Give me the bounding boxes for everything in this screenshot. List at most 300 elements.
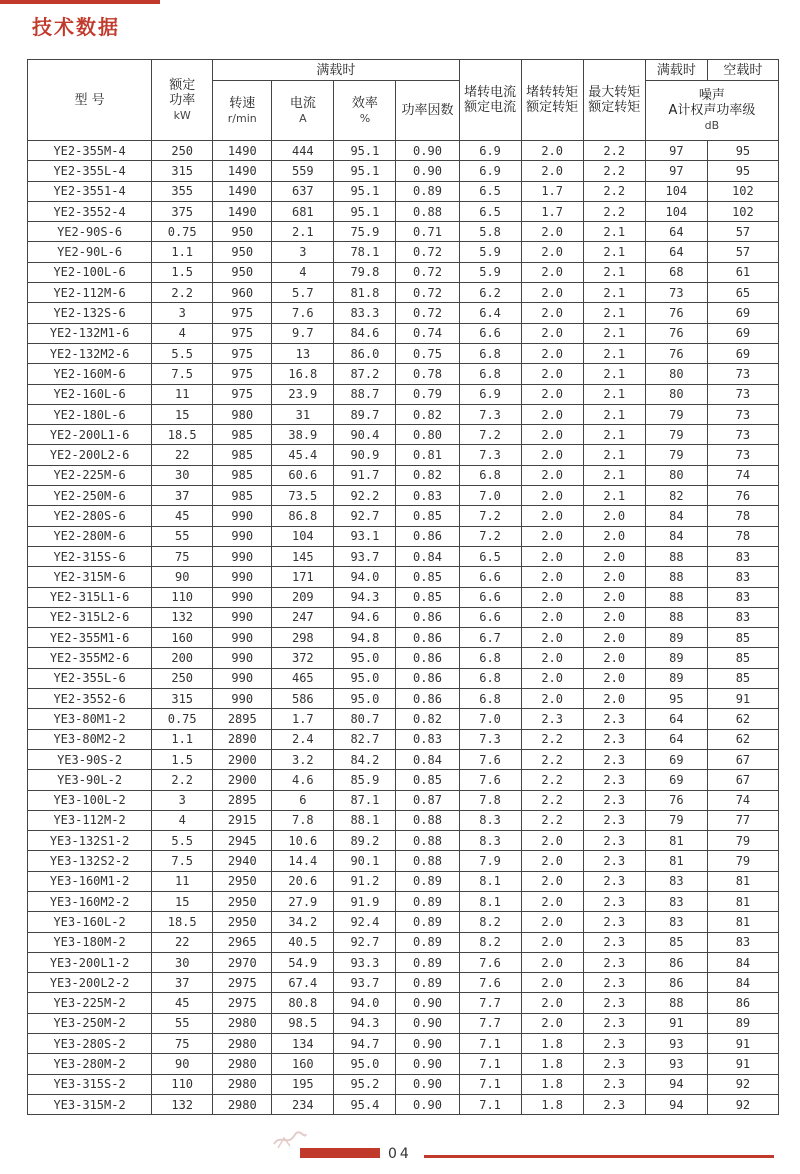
technical-data-table — [27, 59, 779, 1115]
table-cell: 78 — [707, 526, 778, 546]
table-cell: 5.5 — [152, 831, 213, 851]
table-cell: 2.0 — [521, 689, 583, 709]
table-cell: 2.0 — [521, 323, 583, 343]
table-cell: 8.1 — [459, 891, 521, 911]
table-cell: 2.1 — [583, 486, 645, 506]
table-cell: 5.7 — [272, 283, 334, 303]
table-cell: YE3-200L1-2 — [28, 952, 152, 972]
table-row — [28, 851, 779, 871]
table-row — [28, 262, 779, 282]
table-cell: 7.1 — [459, 1054, 521, 1074]
table-cell: 375 — [152, 201, 213, 221]
table-cell: 1490 — [213, 181, 272, 201]
table-cell: 93.1 — [334, 526, 396, 546]
table-cell: 83 — [707, 587, 778, 607]
table-cell: 0.79 — [396, 384, 459, 404]
table-cell: 13 — [272, 343, 334, 363]
table-cell: 2.0 — [521, 526, 583, 546]
table-cell: 2.0 — [521, 567, 583, 587]
table-cell: YE2-90L-6 — [28, 242, 152, 262]
table-cell: 54.9 — [272, 952, 334, 972]
table-cell: 34.2 — [272, 912, 334, 932]
table-cell: 93.3 — [334, 952, 396, 972]
table-row — [28, 384, 779, 404]
table-cell: 2980 — [213, 1074, 272, 1094]
table-cell: 93.7 — [334, 546, 396, 566]
table-cell: 2.3 — [583, 770, 645, 790]
table-cell: 75 — [152, 1034, 213, 1054]
table-cell: 92.4 — [334, 912, 396, 932]
table-cell: 2.3 — [583, 1094, 645, 1114]
table-cell: 5.9 — [459, 262, 521, 282]
table-cell: YE2-250M-6 — [28, 486, 152, 506]
table-cell: 2.3 — [583, 891, 645, 911]
table-cell: 1.7 — [272, 709, 334, 729]
table-cell: 1.1 — [152, 729, 213, 749]
table-cell: YE3-90S-2 — [28, 749, 152, 769]
table-cell: 94.8 — [334, 628, 396, 648]
table-cell: 78 — [707, 506, 778, 526]
table-cell: 0.88 — [396, 831, 459, 851]
table-cell: 10.6 — [272, 831, 334, 851]
table-cell: 0.90 — [396, 161, 459, 181]
table-cell: 2.3 — [583, 973, 645, 993]
table-cell: 2.0 — [521, 303, 583, 323]
table-cell: 2.0 — [583, 567, 645, 587]
table-row — [28, 242, 779, 262]
table-cell: 7.1 — [459, 1034, 521, 1054]
table-cell: 0.75 — [152, 222, 213, 242]
table-row — [28, 1054, 779, 1074]
table-cell: 2980 — [213, 1013, 272, 1033]
table-cell: 0.84 — [396, 749, 459, 769]
table-cell: YE2-315S-6 — [28, 546, 152, 566]
table-cell: 6.4 — [459, 303, 521, 323]
table-cell: 990 — [213, 668, 272, 688]
table-cell: 2.0 — [583, 526, 645, 546]
table-cell: 64 — [645, 729, 707, 749]
table-cell: 6.5 — [459, 201, 521, 221]
table-row — [28, 628, 779, 648]
table-cell: 81.8 — [334, 283, 396, 303]
table-body — [28, 141, 779, 1115]
table-cell: 2.2 — [521, 749, 583, 769]
header-efficiency: 效率 % — [334, 81, 396, 141]
table-cell: 0.72 — [396, 242, 459, 262]
table-cell: 30 — [152, 952, 213, 972]
table-cell: 7.6 — [459, 973, 521, 993]
table-cell: 2.0 — [521, 831, 583, 851]
table-cell: 4 — [152, 810, 213, 830]
table-cell: 2.0 — [521, 404, 583, 424]
table-cell: 985 — [213, 486, 272, 506]
table-cell: 2.0 — [583, 628, 645, 648]
table-cell: 2.0 — [521, 871, 583, 891]
table-cell: 0.87 — [396, 790, 459, 810]
table-cell: 2.1 — [583, 242, 645, 262]
table-cell: 2.3 — [583, 831, 645, 851]
table-cell: 950 — [213, 222, 272, 242]
table-cell: 2.1 — [583, 303, 645, 323]
table-cell: YE3-80M2-2 — [28, 729, 152, 749]
table-row — [28, 932, 779, 952]
table-cell: 102 — [707, 181, 778, 201]
table-cell: 1.8 — [521, 1094, 583, 1114]
table-cell: 6.7 — [459, 628, 521, 648]
header-locked-current: 堵转电流 额定电流 — [459, 60, 521, 141]
table-row — [28, 526, 779, 546]
table-cell: 76 — [645, 343, 707, 363]
table-cell: 975 — [213, 323, 272, 343]
table-cell: 2.4 — [272, 729, 334, 749]
table-row — [28, 567, 779, 587]
table-row — [28, 912, 779, 932]
table-cell: 45 — [152, 993, 213, 1013]
table-cell: 7.9 — [459, 851, 521, 871]
table-cell: 74 — [707, 465, 778, 485]
table-cell: 1.5 — [152, 749, 213, 769]
table-cell: 1.8 — [521, 1034, 583, 1054]
table-row — [28, 283, 779, 303]
table-cell: 80 — [645, 364, 707, 384]
table-cell: YE2-355L-4 — [28, 161, 152, 181]
table-cell: 444 — [272, 141, 334, 161]
table-cell: 8.3 — [459, 831, 521, 851]
table-cell: 95.1 — [334, 181, 396, 201]
table-cell: 77 — [707, 810, 778, 830]
table-cell: 2.2 — [583, 201, 645, 221]
table-cell: 2.2 — [152, 283, 213, 303]
table-cell: 94.0 — [334, 567, 396, 587]
table-cell: 91.9 — [334, 891, 396, 911]
table-cell: YE2-225M-6 — [28, 465, 152, 485]
table-cell: 92 — [707, 1074, 778, 1094]
table-cell: 88 — [645, 587, 707, 607]
table-cell: 0.89 — [396, 871, 459, 891]
table-cell: 110 — [152, 587, 213, 607]
table-cell: 1.7 — [521, 201, 583, 221]
table-cell: 79 — [645, 445, 707, 465]
table-cell: 0.81 — [396, 445, 459, 465]
header-power: 额定 功率 kW — [152, 60, 213, 141]
table-cell: 40.5 — [272, 932, 334, 952]
table-cell: 5.9 — [459, 242, 521, 262]
table-cell: 89.2 — [334, 831, 396, 851]
table-cell: 2.2 — [521, 729, 583, 749]
table-cell: 88 — [645, 567, 707, 587]
table-cell: 0.72 — [396, 262, 459, 282]
table-cell: 2.0 — [521, 993, 583, 1013]
table-cell: 0.86 — [396, 628, 459, 648]
table-cell: 990 — [213, 546, 272, 566]
table-cell: 0.83 — [396, 729, 459, 749]
table-cell: 89.7 — [334, 404, 396, 424]
table-cell: 91 — [707, 1034, 778, 1054]
table-cell: 6.9 — [459, 141, 521, 161]
table-cell: 85 — [707, 668, 778, 688]
table-cell: 7.1 — [459, 1094, 521, 1114]
table-cell: 79 — [707, 831, 778, 851]
table-cell: 0.89 — [396, 973, 459, 993]
table-cell: 94.0 — [334, 993, 396, 1013]
table-cell: 950 — [213, 242, 272, 262]
table-cell: 2.0 — [583, 506, 645, 526]
table-cell: 45.4 — [272, 445, 334, 465]
table-cell: 0.86 — [396, 607, 459, 627]
table-row — [28, 648, 779, 668]
table-cell: 7.2 — [459, 425, 521, 445]
table-cell: 37 — [152, 973, 213, 993]
table-cell: 250 — [152, 141, 213, 161]
table-row — [28, 729, 779, 749]
table-cell: 2.0 — [583, 546, 645, 566]
table-cell: YE2-280M-6 — [28, 526, 152, 546]
table-cell: 81 — [645, 831, 707, 851]
table-row — [28, 993, 779, 1013]
table-cell: 0.75 — [152, 709, 213, 729]
table-cell: 95 — [645, 689, 707, 709]
table-cell: 2.0 — [521, 607, 583, 627]
table-cell: 6.9 — [459, 384, 521, 404]
footer-rule — [300, 1155, 774, 1158]
table-cell: 2.3 — [583, 729, 645, 749]
table-cell: 89 — [645, 628, 707, 648]
table-cell: 990 — [213, 587, 272, 607]
table-cell: 132 — [152, 1094, 213, 1114]
table-cell: 95 — [707, 141, 778, 161]
table-cell: 73 — [707, 425, 778, 445]
table-cell: 2.0 — [521, 384, 583, 404]
table-cell: YE2-132M1-6 — [28, 323, 152, 343]
table-cell: 69 — [707, 303, 778, 323]
table-cell: YE3-160M1-2 — [28, 871, 152, 891]
table-row — [28, 749, 779, 769]
table-cell: 990 — [213, 628, 272, 648]
table-cell: 81 — [707, 871, 778, 891]
table-cell: 0.74 — [396, 323, 459, 343]
table-cell: 86 — [645, 952, 707, 972]
table-cell: 16.8 — [272, 364, 334, 384]
table-cell: 91.7 — [334, 465, 396, 485]
table-cell: 0.90 — [396, 1094, 459, 1114]
table-cell: 88.7 — [334, 384, 396, 404]
table-cell: 2.0 — [521, 283, 583, 303]
table-cell: 83.3 — [334, 303, 396, 323]
table-cell: 67 — [707, 749, 778, 769]
table-cell: 90.9 — [334, 445, 396, 465]
table-cell: 8.2 — [459, 932, 521, 952]
table-row — [28, 607, 779, 627]
table-cell: 104 — [645, 201, 707, 221]
table-cell: 1490 — [213, 161, 272, 181]
table-row — [28, 465, 779, 485]
table-cell: 94 — [645, 1094, 707, 1114]
table-cell: 79 — [645, 425, 707, 445]
table-cell: YE2-3552-6 — [28, 689, 152, 709]
table-cell: YE2-132S-6 — [28, 303, 152, 323]
page-number: 04 — [388, 1146, 412, 1162]
table-cell: 2950 — [213, 891, 272, 911]
table-cell: 74 — [707, 790, 778, 810]
table-cell: 85.9 — [334, 770, 396, 790]
table-cell: 37 — [152, 486, 213, 506]
table-row — [28, 1013, 779, 1033]
table-cell: 88 — [645, 993, 707, 1013]
table-cell: 0.75 — [396, 343, 459, 363]
table-cell: 2.0 — [521, 242, 583, 262]
table-cell: 2.3 — [521, 709, 583, 729]
table-cell: 57 — [707, 222, 778, 242]
table-cell: 2.2 — [583, 181, 645, 201]
table-row — [28, 141, 779, 161]
table-cell: 2.3 — [583, 1034, 645, 1054]
table-row — [28, 181, 779, 201]
table-cell: 2.1 — [583, 404, 645, 424]
table-cell: 1.1 — [152, 242, 213, 262]
table-cell: 6.8 — [459, 343, 521, 363]
table-cell: 586 — [272, 689, 334, 709]
table-cell: YE3-315M-2 — [28, 1094, 152, 1114]
table-cell: 200 — [152, 648, 213, 668]
table-cell: 171 — [272, 567, 334, 587]
table-cell: 6.8 — [459, 668, 521, 688]
table-row — [28, 891, 779, 911]
header-power-factor: 功率因数 — [396, 81, 459, 141]
table-cell: 95.0 — [334, 648, 396, 668]
table-cell: 2.3 — [583, 1074, 645, 1094]
table-cell: 7.2 — [459, 506, 521, 526]
table-cell: 975 — [213, 303, 272, 323]
header-full-load-noise: 满载时 — [645, 60, 707, 81]
table-cell: 2.0 — [521, 628, 583, 648]
table-cell: 1490 — [213, 201, 272, 221]
table-cell: 2.2 — [521, 770, 583, 790]
table-cell: 0.82 — [396, 709, 459, 729]
table-row — [28, 810, 779, 830]
table-cell: 6.2 — [459, 283, 521, 303]
table-cell: 247 — [272, 607, 334, 627]
table-cell: YE3-132S1-2 — [28, 831, 152, 851]
table-cell: 2.0 — [583, 587, 645, 607]
table-cell: 559 — [272, 161, 334, 181]
table-cell: 0.86 — [396, 689, 459, 709]
table-cell: 3 — [152, 303, 213, 323]
table-cell: 95.0 — [334, 689, 396, 709]
table-row — [28, 486, 779, 506]
table-cell: 97 — [645, 161, 707, 181]
table-cell: 84 — [707, 973, 778, 993]
table-cell: 7.3 — [459, 729, 521, 749]
table-cell: 7.0 — [459, 486, 521, 506]
table-cell: 975 — [213, 364, 272, 384]
table-cell: 2.0 — [521, 364, 583, 384]
table-cell: 68 — [645, 262, 707, 282]
table-cell: 6.6 — [459, 323, 521, 343]
top-accent-rule — [0, 0, 160, 4]
table-cell: 7.6 — [459, 952, 521, 972]
table-cell: 209 — [272, 587, 334, 607]
table-cell: 0.84 — [396, 546, 459, 566]
table-cell: 64 — [645, 242, 707, 262]
table-cell: 0.89 — [396, 181, 459, 201]
table-cell: 14.4 — [272, 851, 334, 871]
table-row — [28, 201, 779, 221]
table-cell: 55 — [152, 526, 213, 546]
table-cell: YE3-80M1-2 — [28, 709, 152, 729]
table-cell: 81 — [645, 851, 707, 871]
table-cell: 355 — [152, 181, 213, 201]
table-cell: 86.0 — [334, 343, 396, 363]
table-cell: 7.5 — [152, 851, 213, 871]
table-cell: 3 — [272, 242, 334, 262]
table-cell: 0.90 — [396, 1013, 459, 1033]
table-cell: 2970 — [213, 952, 272, 972]
table-cell: 81 — [707, 891, 778, 911]
table-cell: 91 — [645, 1013, 707, 1033]
table-cell: 2.0 — [521, 546, 583, 566]
table-cell: 45 — [152, 506, 213, 526]
table-cell: 2.0 — [583, 668, 645, 688]
table-cell: 2.3 — [583, 1013, 645, 1033]
table-cell: 4.6 — [272, 770, 334, 790]
table-cell: 82.7 — [334, 729, 396, 749]
table-cell: 2.0 — [521, 141, 583, 161]
table-cell: 104 — [645, 181, 707, 201]
table-cell: 990 — [213, 526, 272, 546]
table-cell: 2980 — [213, 1094, 272, 1114]
table-cell: 95 — [707, 161, 778, 181]
table-cell: 75 — [152, 546, 213, 566]
table-cell: 0.86 — [396, 526, 459, 546]
table-cell: 2.3 — [583, 709, 645, 729]
table-cell: 637 — [272, 181, 334, 201]
table-row — [28, 546, 779, 566]
table-cell: YE3-90L-2 — [28, 770, 152, 790]
table-cell: 2.0 — [521, 222, 583, 242]
table-cell: 90 — [152, 1054, 213, 1074]
table-cell: YE3-280M-2 — [28, 1054, 152, 1074]
table-cell: 60.6 — [272, 465, 334, 485]
table-row — [28, 790, 779, 810]
table-cell: 7.1 — [459, 1074, 521, 1094]
table-cell: 88.1 — [334, 810, 396, 830]
table-cell: 76 — [645, 303, 707, 323]
table-cell: 7.6 — [459, 749, 521, 769]
table-cell: 315 — [152, 689, 213, 709]
table-cell: YE2-355M2-6 — [28, 648, 152, 668]
page-title: 技术数据 — [32, 15, 120, 39]
table-cell: 91.2 — [334, 871, 396, 891]
table-cell: YE2-200L1-6 — [28, 425, 152, 445]
table-cell: 132 — [152, 607, 213, 627]
table-cell: 2900 — [213, 770, 272, 790]
table-cell: 298 — [272, 628, 334, 648]
table-row — [28, 303, 779, 323]
table-cell: 93 — [645, 1034, 707, 1054]
table-cell: 0.85 — [396, 506, 459, 526]
table-cell: YE3-160M2-2 — [28, 891, 152, 911]
table-cell: 8.3 — [459, 810, 521, 830]
table-cell: 2890 — [213, 729, 272, 749]
table-cell: 7.6 — [272, 303, 334, 323]
table-row — [28, 1094, 779, 1114]
table-cell: 82 — [645, 486, 707, 506]
table-cell: 2915 — [213, 810, 272, 830]
table-cell: 88 — [645, 607, 707, 627]
table-cell: YE2-280S-6 — [28, 506, 152, 526]
table-cell: 0.88 — [396, 810, 459, 830]
table-cell: 22 — [152, 932, 213, 952]
